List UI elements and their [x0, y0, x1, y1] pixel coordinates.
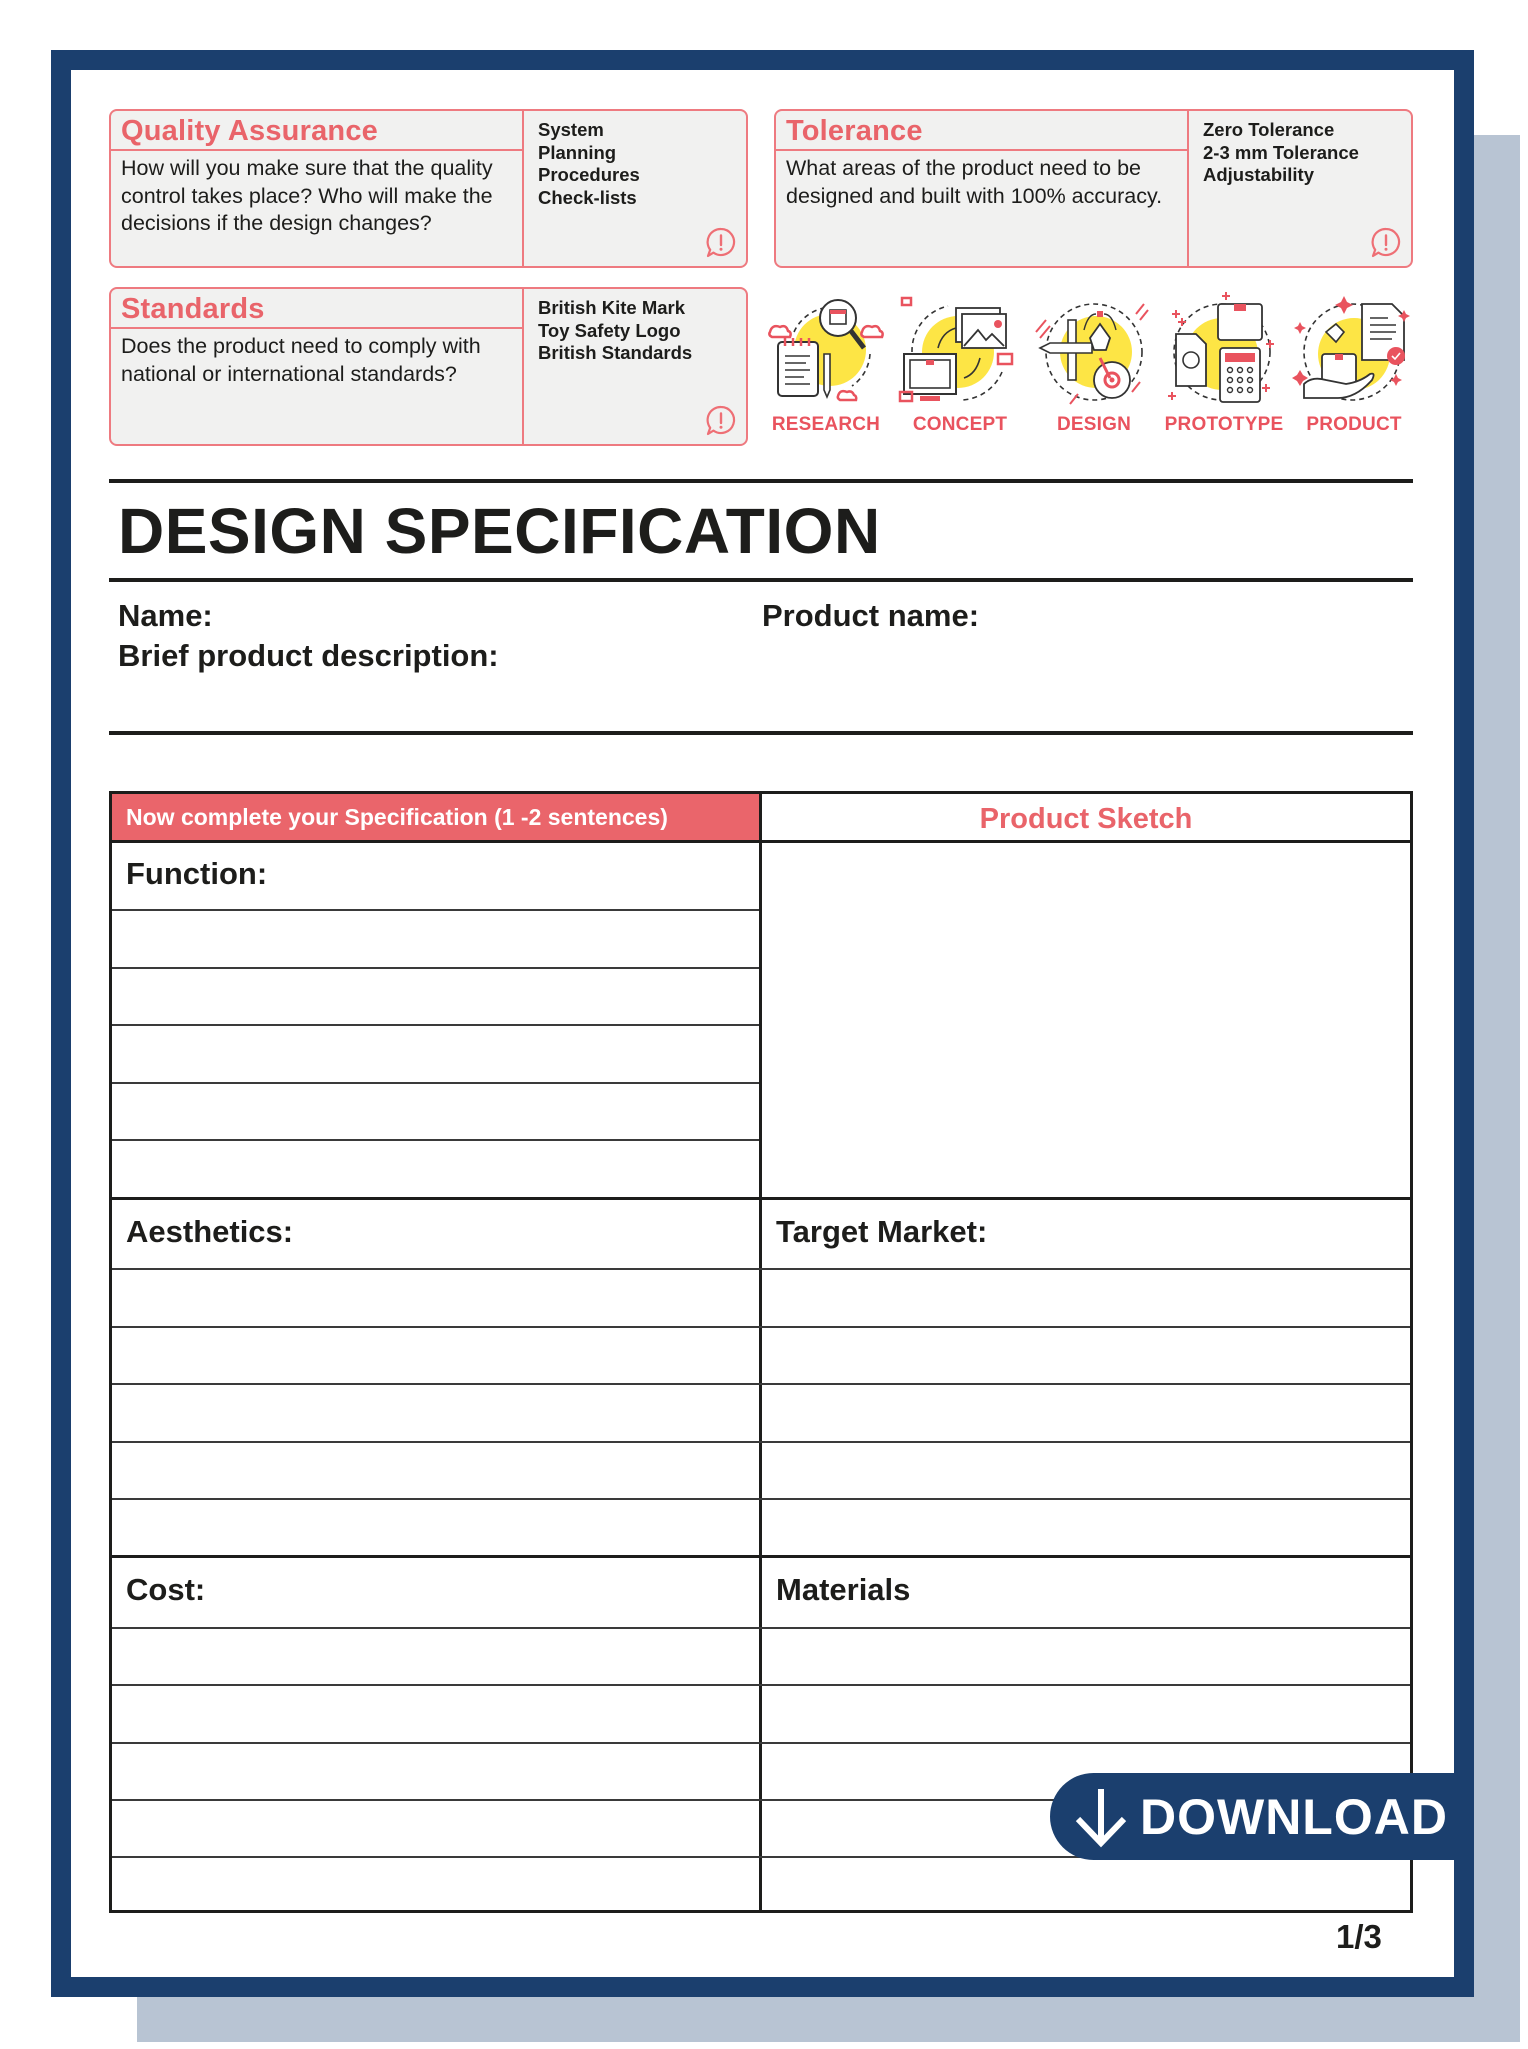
standards-description: Does the product need to comply with national or international standards?: [121, 334, 481, 386]
cost-answer-line[interactable]: [112, 1801, 759, 1858]
quality-assurance-question: [111, 111, 524, 266]
quality-assurance-box: [109, 109, 748, 268]
example-item: Check-lists: [538, 186, 637, 208]
materials-answer-line[interactable]: [762, 1629, 1410, 1686]
aesthetics-answer-line[interactable]: [112, 1385, 759, 1442]
cost-answer-line[interactable]: [112, 1629, 759, 1686]
tolerance-title: Tolerance: [786, 115, 923, 147]
tolerance-question: [776, 111, 1189, 266]
process-step-label: RESEARCH: [771, 414, 881, 435]
function-answer-line[interactable]: [112, 1084, 759, 1141]
standards-box: [109, 287, 748, 446]
concept-monitor-images-icon: [898, 292, 1020, 410]
process-step-concept: [894, 290, 1026, 450]
function-answer-line[interactable]: [112, 911, 759, 968]
product-name-field-label: Product name:: [762, 598, 980, 633]
research-notebook-magnifier-icon: [764, 292, 886, 410]
alert-speech-bubble-icon: [704, 404, 738, 438]
materials-label: Materials: [776, 1572, 911, 1607]
example-item: Toy Safety Logo: [538, 319, 681, 341]
divider: [109, 578, 1413, 582]
download-button[interactable]: [1050, 1773, 1474, 1860]
process-step-label: PRODUCT: [1306, 414, 1402, 435]
aesthetics-label: Aesthetics:: [126, 1214, 294, 1249]
target-market-answer-line[interactable]: [762, 1270, 1410, 1327]
standards-title: Standards: [121, 293, 265, 325]
divider: [109, 731, 1413, 735]
example-item: Procedures: [538, 164, 640, 185]
target-market-label: Target Market:: [776, 1214, 988, 1249]
process-step-label: CONCEPT: [912, 414, 1008, 435]
target-market-answer-line[interactable]: [762, 1328, 1410, 1385]
download-label: DOWNLOAD: [1140, 1788, 1448, 1845]
specification-table: [109, 791, 1413, 1913]
aesthetics-answer-line[interactable]: [112, 1328, 759, 1385]
function-answer-line[interactable]: [112, 969, 759, 1026]
target-market-answer-line[interactable]: [762, 1385, 1410, 1442]
example-item: Adjustability: [1203, 164, 1315, 185]
design-process-steps: [760, 290, 1420, 450]
page-title: DESIGN SPECIFICATION: [118, 495, 881, 567]
name-field-label: Name:: [118, 598, 213, 633]
function-label: Function:: [126, 856, 268, 891]
example-item: British Standards: [538, 342, 693, 363]
cost-answer-line[interactable]: [112, 1686, 759, 1743]
arrow-down-icon: [1072, 1785, 1130, 1849]
materials-answer-line[interactable]: [762, 1858, 1410, 1910]
quality-assurance-description: How will you make sure that the quality control takes place? Who will make the decisions if the design changes?: [121, 156, 493, 235]
example-item: Planning: [538, 141, 617, 163]
example-item: System: [538, 119, 604, 140]
standards-question: [111, 289, 524, 444]
page-number: 1/3: [1336, 1918, 1382, 1955]
function-answer-line[interactable]: [112, 1026, 759, 1083]
function-answer-line[interactable]: [112, 1141, 759, 1198]
brief-description-field-label: Brief product description:: [118, 638, 499, 673]
product-hand-box-certificate-icon: [1292, 292, 1414, 410]
specification-instruction-header: Now complete your Specification (1 -2 sentences): [112, 794, 759, 840]
process-step-product: [1288, 290, 1420, 450]
example-item: Zero Tolerance: [1203, 119, 1335, 140]
example-item: 2-3 mm Tolerance: [1203, 141, 1359, 163]
process-step-label: DESIGN: [1056, 414, 1132, 435]
cost-answer-line[interactable]: [112, 1858, 759, 1910]
target-market-answer-line[interactable]: [762, 1443, 1410, 1500]
tolerance-description: What areas of the product need to be designed and built with 100% accuracy.: [786, 156, 1163, 208]
product-sketch-area[interactable]: [762, 843, 1410, 1197]
quality-assurance-title: Quality Assurance: [121, 115, 378, 147]
row-divider: [112, 1555, 1410, 1558]
aesthetics-answer-line[interactable]: [112, 1443, 759, 1500]
process-step-design: [1028, 290, 1160, 450]
target-market-answer-line[interactable]: [762, 1500, 1410, 1557]
tolerance-box: [774, 109, 1413, 268]
process-step-label: PROTOTYPE: [1164, 414, 1284, 435]
alert-speech-bubble-icon: [1369, 226, 1403, 260]
alert-speech-bubble-icon: [704, 226, 738, 260]
prototype-box-calculator-icon: [1162, 292, 1284, 410]
materials-answer-line[interactable]: [762, 1686, 1410, 1743]
cost-answer-line[interactable]: [112, 1744, 759, 1801]
aesthetics-answer-line[interactable]: [112, 1500, 759, 1557]
aesthetics-answer-line[interactable]: [112, 1270, 759, 1327]
divider: [109, 479, 1413, 483]
row-divider: [112, 1197, 1410, 1200]
process-step-research: [760, 290, 892, 450]
design-pen-tool-ruler-icon: [1032, 292, 1154, 410]
example-item: British Kite Mark: [538, 297, 686, 318]
process-step-prototype: [1158, 290, 1290, 450]
cost-label: Cost:: [126, 1572, 206, 1607]
product-sketch-header: Product Sketch: [979, 803, 1193, 835]
